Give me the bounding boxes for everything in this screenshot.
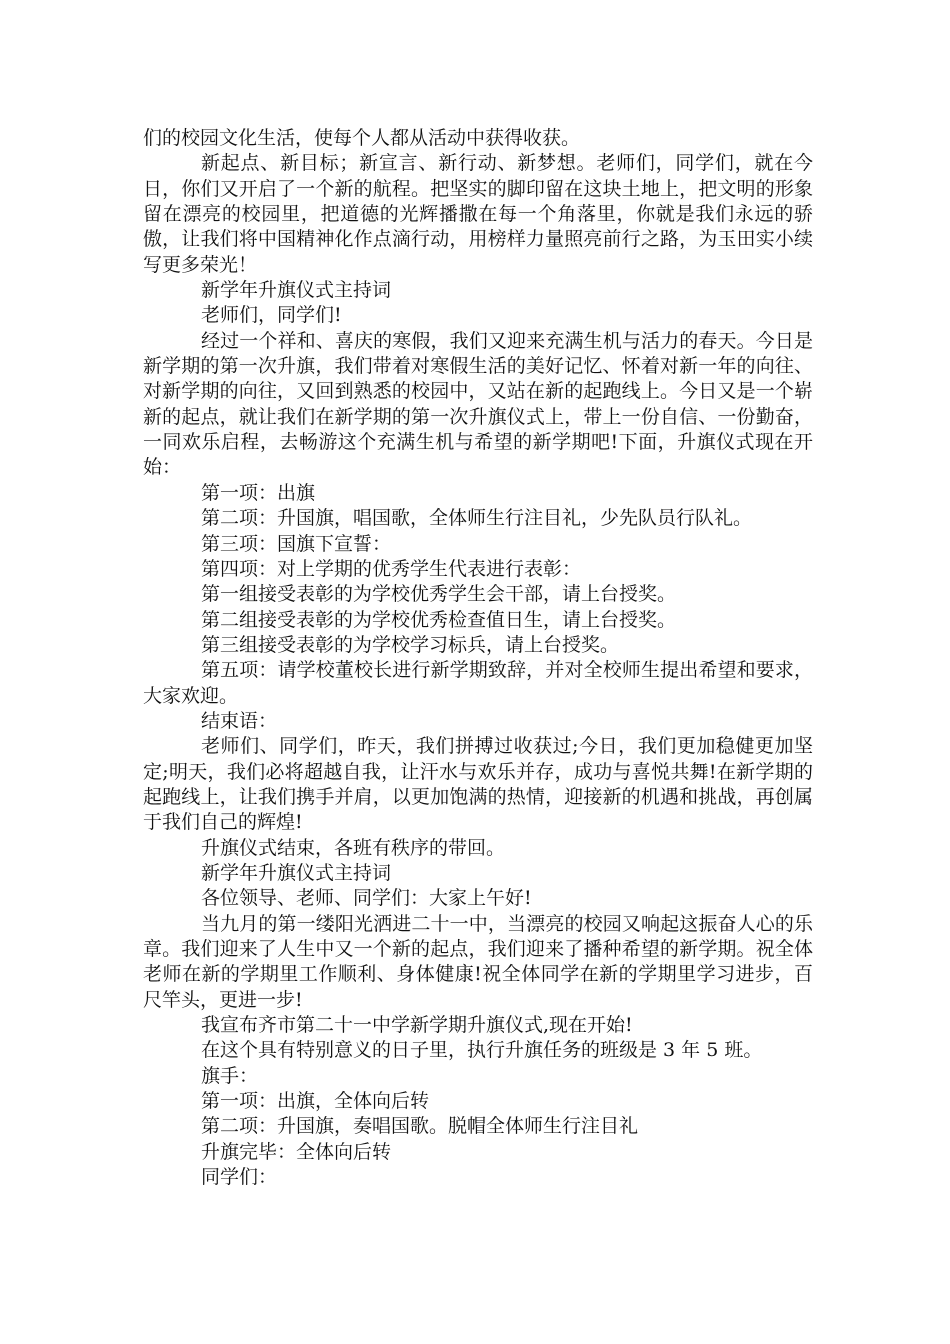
body-paragraph: 新起点、新目标；新宣言、新行动、新梦想。老师们，同学们，就在今日，你们又开启了一个新的航程。把坚实的脚印留在这块土地上，把文明的形象留在漂亮的校园里，把道德的光辉播撒在每一个角落里，你就是我们永远的骄傲，让我们将中国精神化作点滴行动，用榜样力量照亮前行之路，为玉田实小续写更多荣光！ [143, 152, 813, 276]
body-paragraph: 第二项：升国旗，奏唱国歌。脱帽全体师生行注目礼 [201, 1115, 639, 1138]
body-paragraph: 在这个具有特别意义的日子里，执行升旗任务的班级是 3 年 5 班。 [201, 1039, 763, 1062]
body-paragraph: 当九月的第一缕阳光洒进二十一中，当漂亮的校园又响起这振奋人心的乐章。我们迎来了人生中又一个新的起点，我们迎来了播种希望的新学期。祝全体老师在新的学期里工作顺利、身体健康!祝全体同学在新的学期里学习进步，百尺竿头，更进一步! [143, 912, 813, 1011]
body-paragraph: 第二项：升国旗，唱国歌，全体师生行注目礼，少先队员行队礼。 [201, 507, 753, 530]
body-paragraph: 旗手： [201, 1064, 259, 1087]
body-paragraph: 老师们，同学们! [201, 304, 342, 327]
body-paragraph: 第一组接受表彰的为学校优秀学生会干部，请上台授奖。 [201, 583, 677, 606]
body-paragraph: 升旗仪式结束，各班有秩序的带回。 [201, 836, 506, 859]
body-paragraph: 第三项：国旗下宣誓： [201, 532, 392, 555]
body-paragraph: 第二组接受表彰的为学校优秀检查值日生，请上台授奖。 [201, 608, 677, 631]
body-paragraph: 老师们、同学们，昨天，我们拼搏过收获过;今日，我们更加稳健更加坚定;明天，我们必将超越自我，让汗水与欢乐并存，成功与喜悦共舞!在新学期的起跑线上，让我们携手并肩，以更加饱满的热情，迎接新的机遇和挑战，再创属于我们自己的辉煌! [143, 735, 813, 834]
body-paragraph: 我宣布齐市第二十一中学新学期升旗仪式,现在开始! [201, 1014, 633, 1037]
body-paragraph: 结束语： [201, 709, 278, 732]
body-paragraph: 们的校园文化生活，使每个人都从活动中获得收获。 [143, 127, 581, 149]
body-paragraph: 同学们： [201, 1166, 278, 1189]
body-paragraph: 各位领导、老师、同学们：大家上午好! [201, 887, 532, 910]
body-paragraph: 第五项：请学校董校长进行新学期致辞，并对全校师生提出希望和要求，大家欢迎。 [143, 659, 813, 707]
body-paragraph: 经过一个祥和、喜庆的寒假，我们又迎来充满生机与活力的春天。今日是新学期的第一次升旗，我们带着对寒假生活的美好记忆、怀着对新一年的向往、对新学期的向往，又回到熟悉的校园中，又站在新的起跑线上。今日又是一个崭新的起点，就让我们在新学期的第一次升旗仪式上，带上一份自信、一份勤奋，一同欢乐启程，去畅游这个充满生机与希望的新学期吧!下面，升旗仪式现在开始： [143, 329, 813, 479]
body-paragraph: 新学年升旗仪式主持词 [201, 279, 392, 302]
body-paragraph: 新学年升旗仪式主持词 [201, 861, 392, 884]
body-paragraph: 第一项：出旗 [201, 481, 316, 504]
body-paragraph: 第四项：对上学期的优秀学生代表进行表彰： [201, 557, 582, 580]
body-paragraph: 第一项：出旗，全体向后转 [201, 1090, 430, 1113]
document-page [143, 126, 813, 1190]
body-paragraph: 升旗完毕：全体向后转 [201, 1140, 392, 1163]
body-paragraph: 第三组接受表彰的为学校学习标兵，请上台授奖。 [201, 633, 620, 656]
